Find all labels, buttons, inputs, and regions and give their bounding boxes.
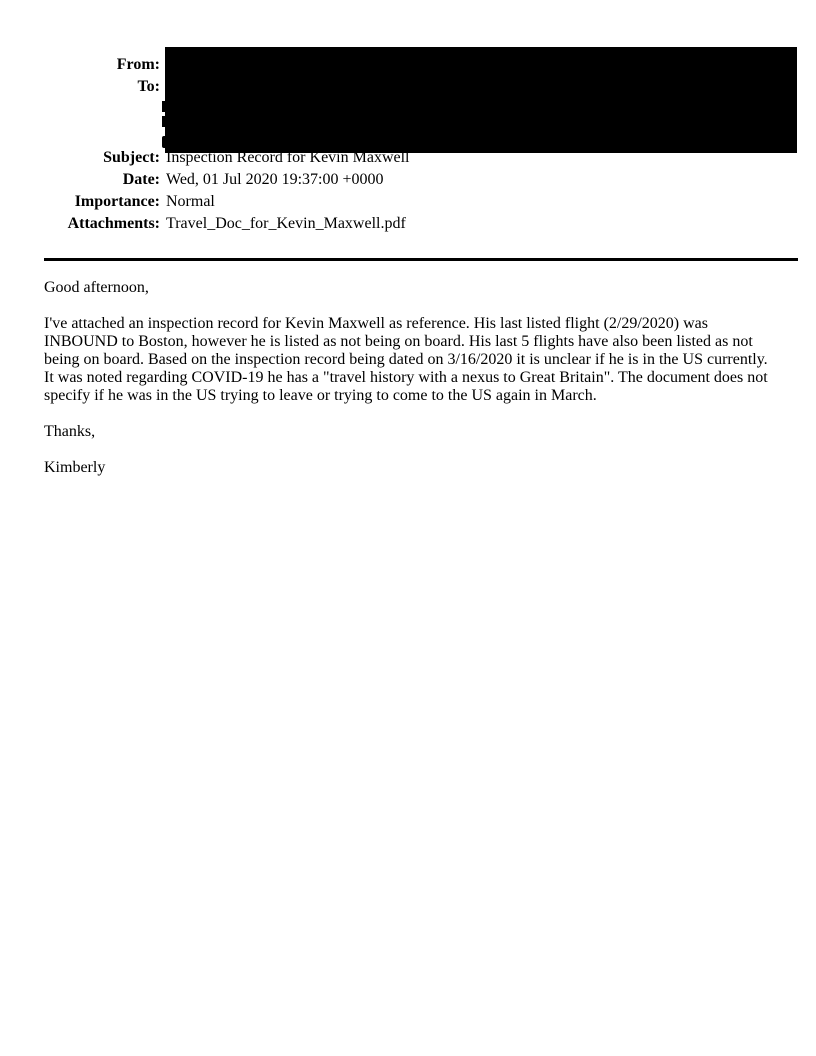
redacted-text-fragment	[162, 116, 165, 127]
header-row-importance	[0, 193, 816, 211]
closing-text: Thanks,	[44, 423, 96, 440]
header-divider	[44, 258, 798, 261]
header-row-attachments	[0, 215, 816, 233]
email-body	[44, 279, 775, 477]
body-paragraph: I've attached an inspection record for Kevin Maxwell as reference. His last listed flight (2/29/2020) was INBOUND to Boston, however he is listed as not being on board. His last 5 flights have also been listed as not being on board. Based on the inspection record being dated on 3/16/2020 it is unclear if he is in the US currently. It was noted regarding COVID-19 he has a "travel history with a nexus to Great Britain". The document does not specify if he was in the US trying to leave or trying to come to the US again in March.	[44, 315, 768, 404]
redacted-text-fragment	[162, 136, 165, 148]
header-label-from: From:	[116, 56, 160, 73]
header-label-subject: Subject:	[103, 149, 160, 166]
header-label-attachments: Attachments:	[67, 215, 160, 232]
header-value-subject: Inspection Record for Kevin Maxwell	[166, 149, 410, 166]
greeting-text: Good afternoon,	[44, 279, 149, 296]
header-value-attachment-filename: Travel_Doc_for_Kevin_Maxwell.pdf	[166, 215, 406, 232]
header-label-date: Date:	[122, 171, 160, 188]
header-row-subject	[0, 149, 816, 167]
header-value-importance: Normal	[166, 193, 215, 210]
header-value-date: Wed, 01 Jul 2020 19:37:00 +0000	[166, 171, 384, 188]
redacted-text-fragment	[162, 101, 165, 112]
header-label-importance: Importance:	[74, 193, 160, 210]
redaction-box	[165, 47, 797, 153]
header-label-to: To:	[137, 78, 160, 95]
signature-text: Kimberly	[44, 459, 106, 476]
header-row-date	[0, 171, 816, 189]
